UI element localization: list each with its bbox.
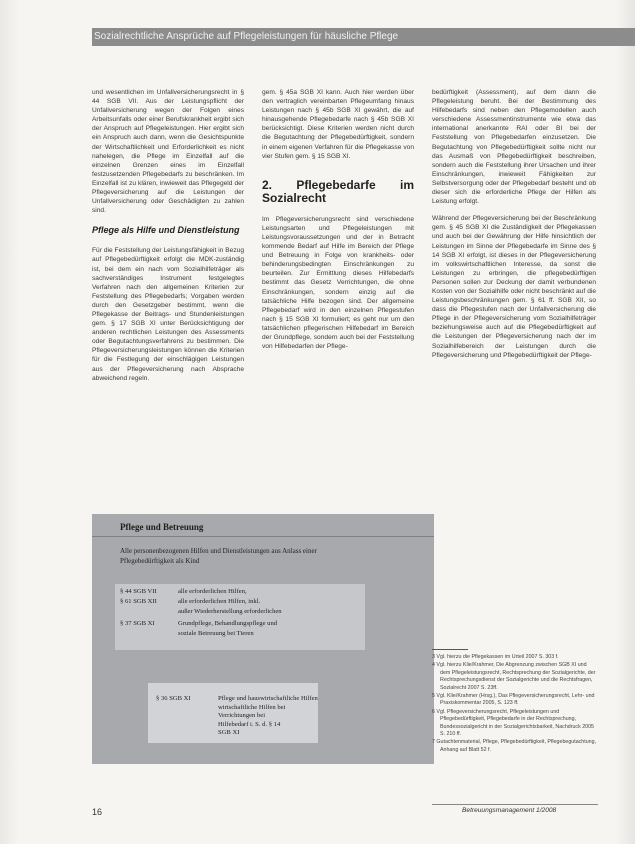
text-column-2 bbox=[262, 88, 414, 351]
row-value: außer Wiederherstellung erforderlichen bbox=[178, 608, 282, 615]
journal-name: Betreuungsmanagement 1/2008 bbox=[462, 807, 557, 814]
footnote: 5 Vgl. Klie/Krahmer (Hrsg.), Das Pflegeversicherungsrecht, Lehr- und Praxiskommentar 2005, S. 123 ff. bbox=[432, 693, 595, 707]
subheading: Pflege als Hilfe und Dienstleistung bbox=[92, 225, 240, 236]
footnote: 6 Vgl. Pflegeversicherungsrecht, Pflegeleistungen und Pflegebedürftigkeit, Pflegebedarfe in der Rechtsprechung, Bundessozialgericht in der Sozialgerichtsbarkeit, Nachdruck 2005 S. 210 ff. bbox=[432, 708, 594, 738]
footnote-rule bbox=[432, 649, 468, 650]
row-key: § 37 SGB XI bbox=[120, 620, 155, 627]
info-box-intro: Alle personenbezogenen Hilfen und Dienstleistungen aus Anlass einer Pflegebedürftigkeit als Kind bbox=[120, 547, 317, 565]
paragraph: Für die Feststellung der Leistungsfähigkeit in Bezug auf Pflegebedürftigkeit erfolgt die MDK-zuständig ist, bei dem ein nach vom Sozialhilfeträger als sachverständiges Instrument festgelegtes Verfahren nach den allgemeinen Kriterien zur Feststellung des Pflegebedarfs; Vorgaben werden durch den Gesetzgeber bestimmt, wenn die Pflegekasse der Beitrags- und Stundenleistungen gem. § 17 SGB XI unter Berücksichtigung der anderen rechtlichen Leistungen des Assessments oder Begutachtungsverfahrens zu bestimmen. Die Pflegeversicherungsleistungen können die Kriterien für die Festlegung der einschlägigen Leistungen aus der Pflegeversicherung nach Absprache abweichend regeln. bbox=[92, 247, 244, 382]
text-column-1 bbox=[92, 88, 244, 383]
row-value: alle erforderlichen Hilfen, bbox=[178, 588, 247, 595]
text-column-3 bbox=[432, 88, 596, 360]
footnote: 7 Gutachtenmaterial, Pflege, Pflegebedürftigkeit, Pflegebegutachtung, Anhang auf Blatt 52 f. bbox=[432, 739, 597, 753]
row-value: soziale Betreuung bei Tieren bbox=[178, 630, 254, 637]
footnote: 3 Vgl. hierzu die Pflegekassen im Urteil 2007 S. 303 f. bbox=[432, 654, 559, 660]
paragraph: und wesentlichen im Unfallversicherungsrecht in § 44 SGB VII. Aus der Leistungspflicht der Unfallversicherung wegen der Folgen eines Arbeitsunfalls oder einer Berufskrankheit ergibt sich der Anspruch auf Pflegeleistungen. Hier ergibt sich ein Anspruch auch dann, wenn die Gesichtspunkte der Wirtschaftlichkeit und Erforderlichkeit es nicht nahelegen, die Pflege im Einzelfall auf die einzelnen Grenzen eines im Einzelfall festzusetzenden Pflegebedarfs zu beschränken. Im Einzelfall ist zu klären, inwieweit das Pflegegeld der Pflegeversicherung auf die Leistungen der Unfallversicherung oder Geschädigten zu zahlen sind. bbox=[92, 89, 244, 215]
paragraph: Im Pflegeversicherungsrecht sind verschiedene Leistungsarten und Pflegeleistungen mit Leistungsvoraussetzungen und der in Betracht kommende Bedarf auf Hilfe im Bereich der Pflege und Betreuung in Folge von krankheits- oder behinderungsbedingten Einschränkungen zu beurteilen. Zur Ermittlung dieses Hilfebedarfs bestimmt das Gesetz Verrichtungen, die ohne Einschränkungen, sondern einzig auf die tatsächliche Hilfe bezogen sind. Der allgemeine Pflegebedarf wird in den einzelnen Pflegestufen nach § 15 SGB XI formuliert; es geht nur um den tatsächlichen pflegerischen Hilfebedarf im Bereich der Grundpflege, sondern auch bei der Feststellung von Hilfebedarfen der Pflege- bbox=[262, 215, 414, 351]
footnotes bbox=[432, 654, 598, 755]
paragraph: gem. § 45a SGB XI kann. Auch hier werden über den vertraglich vereinbarten Pflegeumfang hinaus Leistungen nach § 45b SGB XI gewährt, die auf hinausgehende Pflegebedarfe nach § 45b SGB XI berücksichtigt. Diese Kriterien werden nicht durch die Begutachtung der Pflegebedürftigkeit, sondern in einem eigenen Verfahren für die Pflegekasse von vier Stufen gem. § 15 SGB XI. bbox=[262, 89, 414, 160]
running-header-title: Sozialrechtliche Ansprüche auf Pflegeleistungen für häusliche Pflege bbox=[94, 31, 399, 42]
section-heading: 2. Pflegebedarfe im Sozialrecht bbox=[262, 177, 414, 205]
row-key: § 44 SGB VII bbox=[120, 588, 157, 595]
row-value: Grundpflege, Behandlungspflege und bbox=[178, 620, 278, 627]
info-box-title: Pflege und Betreuung bbox=[120, 522, 204, 532]
info-box-inner-lines: Pflege und hauswirtschaftliche Hilfen wirtschaftliche Hilfen bei Verrichtungen bei Hilfebedarf i. S. d. § 14 SGB XI bbox=[218, 695, 318, 737]
paragraph: Während der Pflegeversicherung bei der Beschränkung gem. § 45 SGB XI die Zuständigkeit der Pflegekassen und auch bei der Gewährung der Hilfe hinsichtlich der Leistungen im Sinne der Pflegebedarfe im Sinne des § 14 SGB XI erfolgt, ist dieses in der Pflegeversicherung im volkswirtschaftlichen Interesse, da sonst die Leistungen zu erbringen, die pflegebedürftigen Personen sollen zur Deckung der damit verbundenen Kosten von der Sozialhilfe oder nicht beschränkt auf die Leistungsbeschränkungen gem. § 61 ff. SGB XII, so dass die Pflegestufen nach der Unfallversicherung die Pflege in der Pflegeversicherung vom Sozialhilfeträger beziehungsweise auch auf die Pflegebedürftigkeit auf die Leistungen der Pflegeversicherung nach der im Sozialhilfebereich der Leistungen durch die Pflegeversicherung und Pflegebedürftigkeit der Pflege- bbox=[432, 215, 596, 359]
row-value: alle erforderlichen Hilfen, inkl. bbox=[178, 598, 261, 605]
info-box-divider bbox=[92, 536, 434, 537]
paragraph: bedürftigkeit (Assessment), auf dem dann die Pflegeleistung beruht. Bei der Bestimmung des Hilfebedarfs sind neben den Pflegemodellen auch verschiedene Assessmentinstrumente wie etwa das international anerkannte RAI oder BI bei der Feststellung von Pflegebedarfen einzusetzen. Die Begutachtung von Pflegebedürftigkeit sollte nicht nur das Ausmaß von Pflegebedürftigkeit beschreiben, sondern auch die Feststellung ihrer Ursachen und ihrer Einschränkungen, inwieweit Fähigkeiten zur Selbstversorgung oder der Pflegebedarf besteht und ob dieser sich die erforderliche Pflege der Hilfen als Leistung erfolgt. bbox=[432, 89, 596, 206]
page-number: 16 bbox=[92, 807, 103, 817]
row-key: § 61 SGB XII bbox=[120, 598, 157, 605]
footnote: 4 Vgl. hierzu Klie/Krahmer, Die Abgrenzung zwischen SGB XI und dem Pflegeleistungsrecht, Rechtsprechung der Sozialgerichte, der Rechtsprechungsdienst der Sozialgerichte und die Rechtsfragen, Sozialrecht 2007 S. 23ff. bbox=[432, 662, 596, 691]
footer-rule bbox=[432, 804, 598, 805]
